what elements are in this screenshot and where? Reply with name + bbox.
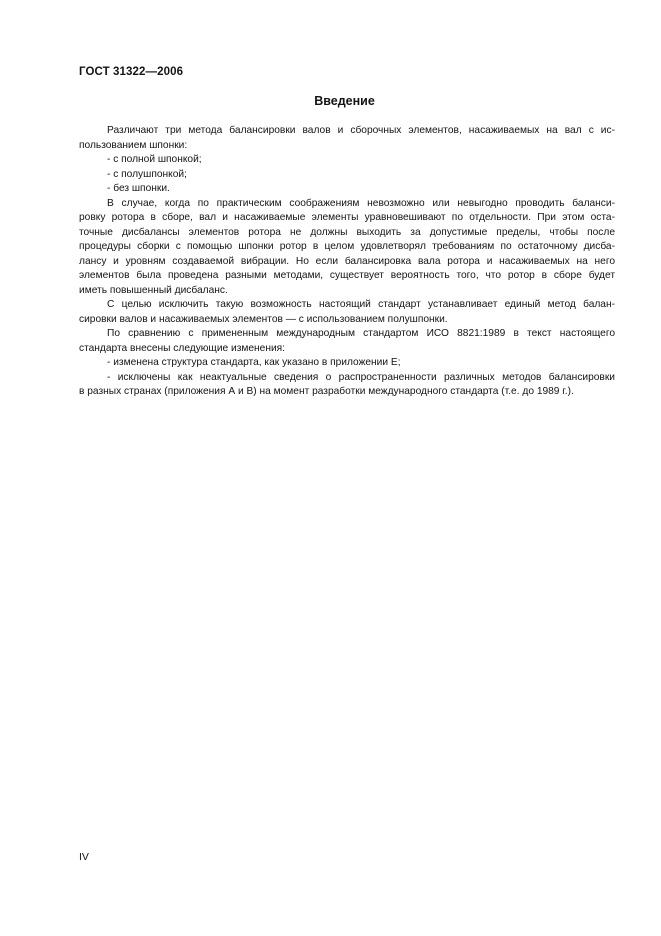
- list-item: - с полушпонкой;: [107, 168, 187, 180]
- text-line: пользованием шпонки:: [79, 139, 188, 151]
- text-line: лансу и уровням создаваемой вибрации. Но если балансировка вала ротора и насаживаемых на него: [79, 255, 615, 267]
- text-line: По сравнению с примененным международным стандартом ИСО 8821:1989 в текст настоящего: [107, 328, 615, 339]
- text-line: в разных странах (приложения А и В) на момент разработки международного стандарта (т.е. до 1989 г.).: [79, 386, 574, 397]
- text-line: элементов была проведена разными методами, существует вероятность того, что ротор в сборе будет: [79, 270, 615, 281]
- text-line: Различают три метода балансировки валов и сборочных элементов, насаживаемых на вал с ис-: [107, 125, 615, 136]
- text-line: стандарта внесены следующие изменения:: [79, 342, 285, 354]
- document-code: ГОСТ 31322—2006: [79, 66, 184, 78]
- text-line: точные дисбалансы элементов ротора не должны выходить за допустимые пределы, чтобы после: [79, 226, 615, 238]
- text-line: иметь повышенный дисбаланс.: [79, 284, 228, 296]
- text-line: ровку ротора в сборе, вал и насаживаемые элементы уравновешивают по отдельности. При этом оста-: [79, 212, 615, 223]
- page-number: IV: [79, 851, 89, 863]
- list-item: - исключены как неактуальные сведения о распространенности различных методов балансировки: [107, 371, 615, 383]
- introduction-text: [79, 124, 615, 400]
- text-line: сировки валов и насаживаемых элементов — с использованием полушпонки.: [79, 313, 448, 325]
- list-item: - изменена структура стандарта, как указано в приложении Е;: [107, 357, 401, 368]
- text-line: С целью исключить такую возможность настоящий стандарт устанавливает единый метод балан-: [107, 299, 615, 310]
- list-item: - без шпонки.: [107, 183, 170, 194]
- text-line: процедуры сборки с помощью шпонки ротор в целом удовлетворял требованиям по остаточному дисба-: [79, 241, 615, 252]
- list-item: - с полной шпонкой;: [107, 154, 202, 165]
- text-line: В случае, когда по практическим соображениям невозможно или невыгодно проводить баланси-: [107, 197, 615, 209]
- section-title: Введение: [314, 94, 375, 108]
